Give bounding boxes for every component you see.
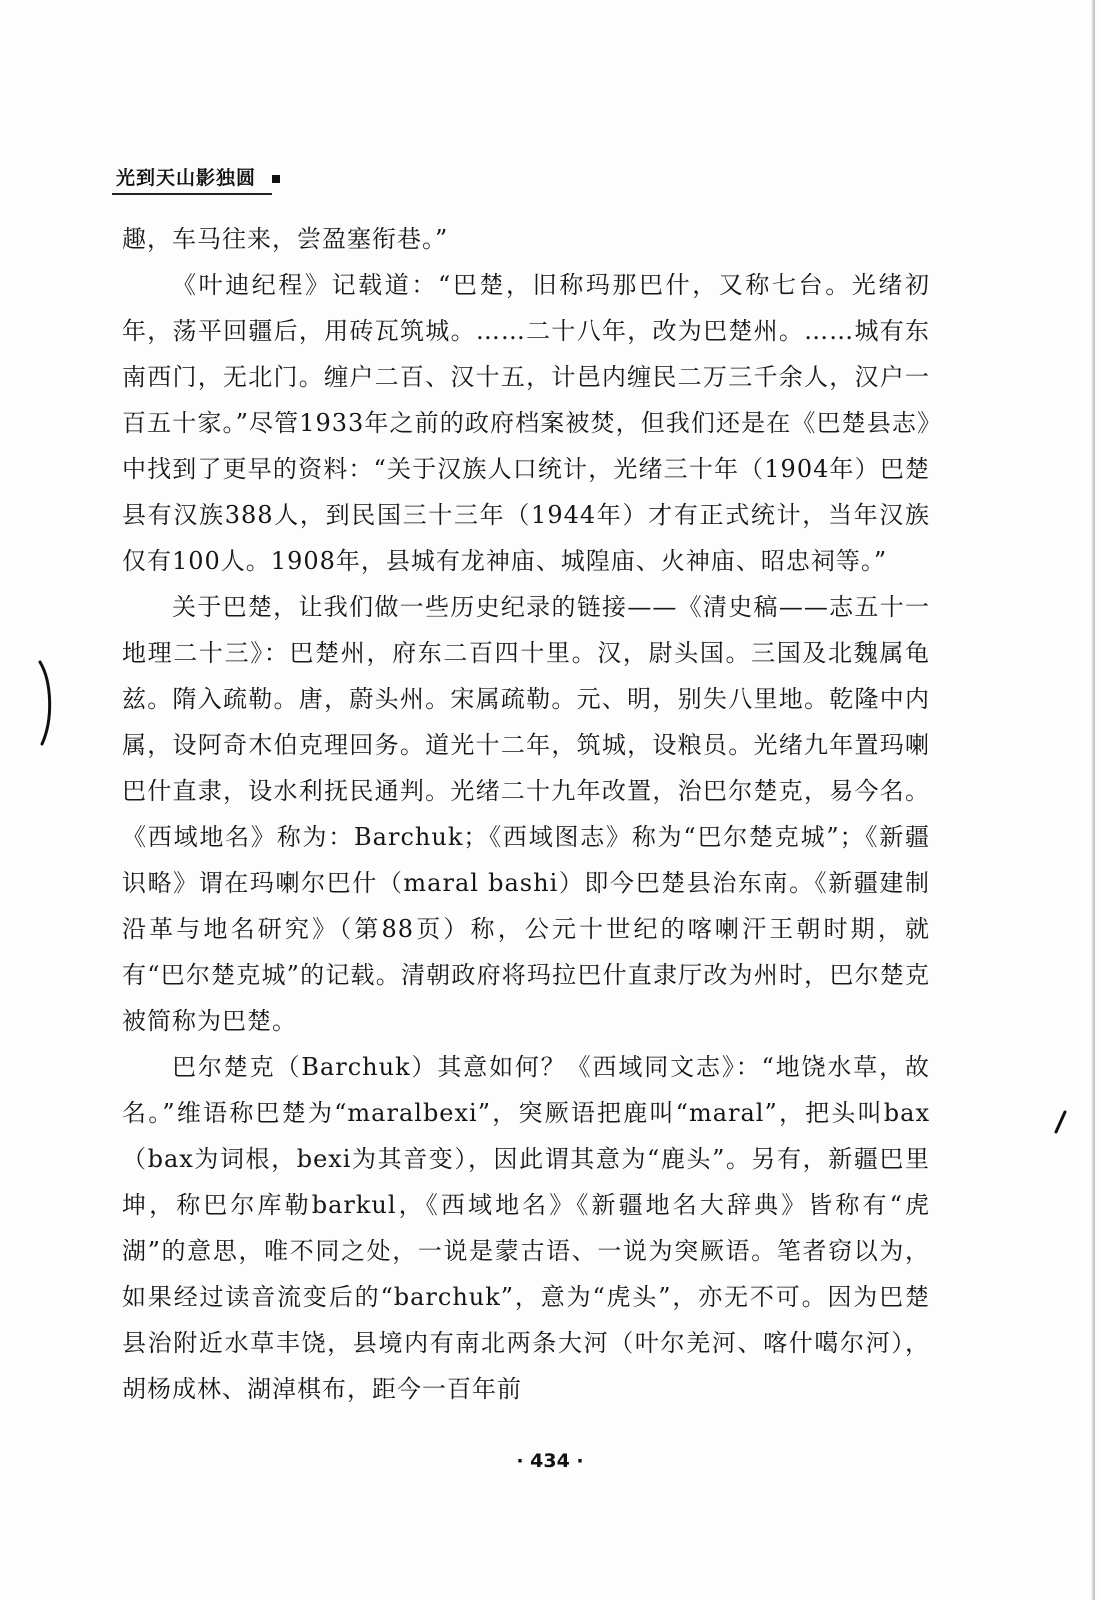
body-text: [122, 216, 930, 1412]
margin-tick-mark: [1050, 1108, 1070, 1138]
header-rule: [112, 193, 272, 195]
page-number: · 434 ·: [516, 1450, 584, 1472]
page-edge-shadow: [1091, 0, 1095, 1600]
margin-bracket-mark: [34, 658, 56, 748]
paragraph: 关于巴楚，让我们做一些历史纪录的链接——《清史稿——志五十一地理二十三》：巴楚州，府东二百四十里。汉，尉头国。三国及北魏属龟兹。隋入疏勒。唐，蔚头州。宋属疏勒。元、明，别失八里地。乾隆中内属，设阿奇木伯克理回务。道光十二年，筑城，设粮员。光绪九年置玛喇巴什直隶，设水利抚民通判。光绪二十九年改置，治巴尔楚克，易今名。《西域地名》称为：Barchuk；《西域图志》称为“巴尔楚克城”；《新疆识略》谓在玛喇尔巴什（maral bashi）即今巴楚县治东南。《新疆建制沿革与地名研究》（第88页）称，公元十世纪的喀喇汗王朝时期，就有“巴尔楚克城”的记载。清朝政府将玛拉巴什直隶厅改为州时，巴尔楚克被简称为巴楚。: [122, 593, 930, 1035]
paragraph: 《叶迪纪程》记载道：“巴楚，旧称玛那巴什，又称七台。光绪初年，荡平回疆后，用砖瓦筑城。……二十八年，改为巴楚州。……城有东南西门，无北门。缠户二百、汉十五，计邑内缠民二万三千余人，汉户一百五十家。”尽管1933年之前的政府档案被焚，但我们还是在《巴楚县志》中找到了更早的资料：“关于汉族人口统计，光绪三十年（1904年）巴楚县有汉族388人，到民国三十三年（1944年）才有正式统计，当年汉族仅有100人。1908年，县城有龙神庙、城隍庙、火神庙、昭忠祠等。”: [122, 271, 930, 575]
running-header: [112, 163, 292, 193]
running-header-title: 光到天山影独圆: [116, 167, 257, 189]
paragraph: 巴尔楚克（Barchuk）其意如何？《西域同文志》：“地饶水草，故名。”维语称巴楚为“maralbexi”，突厥语把鹿叫“maral”，把头叫bax（bax为词根，bexi为其音变），因此谓其意为“鹿头”。另有，新疆巴里坤，称巴尔库勒barkul，《西域地名》《新疆地名大辞典》皆称有“虎湖”的意思，唯不同之处，一说是蒙古语、一说为突厥语。笔者窃以为，如果经过读音流变后的“barchuk”，意为“虎头”，亦无不可。因为巴楚县治附近水草丰饶，县境内有南北两条大河（叶尔羌河、喀什噶尔河），胡杨成林、湖淖棋布，距今一百年前: [122, 1053, 930, 1403]
header-square-bullet: [272, 175, 280, 183]
paragraph-continuation: 趣，车马往来，尝盈塞衔巷。”: [122, 225, 449, 253]
